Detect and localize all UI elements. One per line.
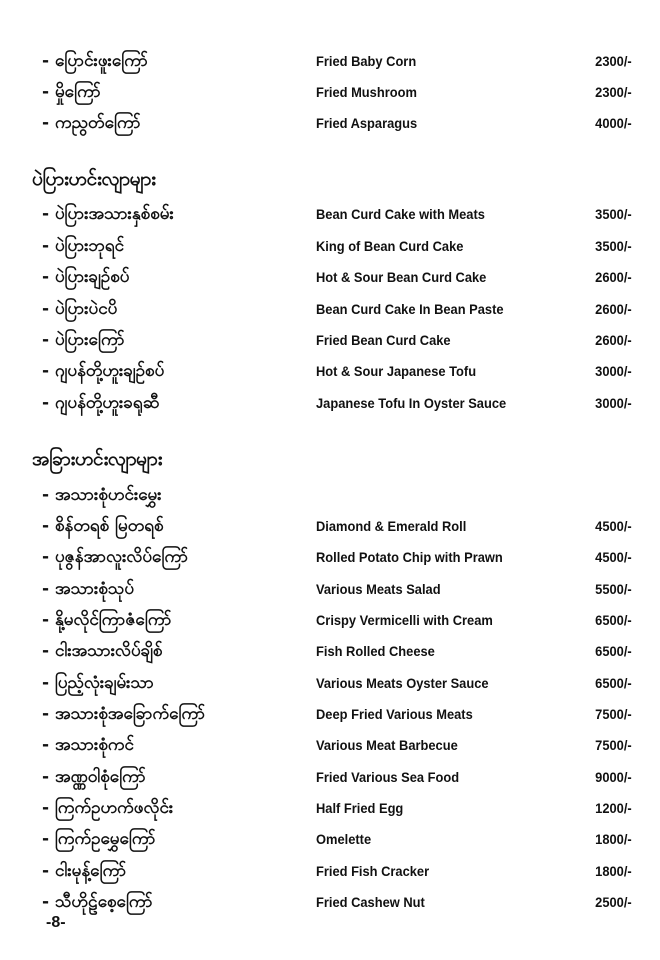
item-name-english: Crispy Vermicelli with Cream <box>316 612 493 628</box>
menu-item <box>0 637 660 665</box>
item-name-myanmar: - ငါးအသားလိပ်ချိစ် <box>42 641 163 661</box>
item-price: 4000/- <box>595 115 632 131</box>
item-name-myanmar: - ဂျပန်တို့ဟူးချဉ်စပ် <box>42 361 165 381</box>
item-name-myanmar: - ကညွတ်ကြော် <box>42 113 141 133</box>
item-price: 2300/- <box>595 53 632 69</box>
item-price: 1800/- <box>595 863 632 879</box>
menu-item <box>0 543 660 571</box>
item-price: 1200/- <box>595 800 632 816</box>
menu-item <box>0 389 660 417</box>
item-price: 4500/- <box>595 518 632 534</box>
item-price: 1800/- <box>595 831 632 847</box>
menu-item <box>0 606 660 634</box>
item-name-english: Fried Cashew Nut <box>316 894 425 910</box>
menu-item <box>0 857 660 885</box>
item-name-english: Bean Curd Cake In Bean Paste <box>316 301 504 317</box>
menu-item <box>0 825 660 853</box>
item-price: 2600/- <box>595 269 632 285</box>
item-name-myanmar: - ပဲပြားအသားနှစ်စမ်း <box>42 204 174 224</box>
menu-item <box>0 78 660 106</box>
item-price: 2600/- <box>595 332 632 348</box>
menu-item <box>0 109 660 137</box>
page-number: -8- <box>46 914 66 931</box>
menu-item <box>0 731 660 759</box>
item-name-english: Various Meats Salad <box>316 581 441 597</box>
item-name-english: Deep Fried Various Meats <box>316 706 473 722</box>
item-price: 2600/- <box>595 301 632 317</box>
item-name-english: Rolled Potato Chip with Prawn <box>316 549 503 565</box>
item-name-myanmar: - ပဲပြားကြော် <box>42 330 125 350</box>
menu-item <box>0 263 660 291</box>
item-name-english: Hot & Sour Japanese Tofu <box>316 363 477 379</box>
menu-item <box>0 232 660 260</box>
item-name-english: Half Fried Egg <box>316 800 404 816</box>
item-price: 7500/- <box>595 737 632 753</box>
menu-item <box>0 200 660 228</box>
item-name-english: Omelette <box>316 831 372 847</box>
menu-item <box>0 700 660 728</box>
item-name-myanmar: - မှိုကြော် <box>42 82 101 102</box>
item-name-myanmar: - အသားစုံအခြောက်ကြော် <box>42 704 206 724</box>
menu-item <box>0 512 660 540</box>
item-name-english: Hot & Sour Bean Curd Cake <box>316 269 487 285</box>
item-name-english: Diamond & Emerald Roll <box>316 518 467 534</box>
menu-item <box>0 763 660 791</box>
menu-item <box>0 295 660 323</box>
item-name-myanmar: - ပြည့်လုံးချမ်းသာ <box>42 673 154 693</box>
item-price: 6500/- <box>595 612 632 628</box>
item-name-english: Fried Fish Cracker <box>316 863 430 879</box>
item-name-myanmar: - အသားစုံသုပ် <box>42 579 135 599</box>
item-name-myanmar: - ပဲပြားချဉ်စပ် <box>42 267 130 287</box>
item-name-myanmar: - အသားစုံဟင်းမွှေး <box>42 485 162 505</box>
item-name-myanmar: - ပဲပြားပဲငပိ <box>42 299 118 319</box>
item-name-myanmar: - ပုဇွန်အာလူးလိပ်ကြော် <box>42 547 189 567</box>
menu-item <box>0 669 660 697</box>
section-heading-bean-curd: ပဲပြားဟင်းလျာများ <box>32 168 156 190</box>
section-heading-other-dishes: အခြားဟင်းလျာများ <box>32 448 163 470</box>
item-price: 7500/- <box>595 706 632 722</box>
menu-item <box>0 575 660 603</box>
item-price: 3500/- <box>595 206 632 222</box>
item-name-english: Japanese Tofu In Oyster Sauce <box>316 395 507 411</box>
item-name-myanmar: - ဂျပန်တို့ဟူးခရုဆီ <box>42 393 160 413</box>
item-name-myanmar: - ပဲပြားဘုရင် <box>42 236 125 256</box>
item-price: 3000/- <box>595 395 632 411</box>
item-name-english: King of Bean Curd Cake <box>316 238 464 254</box>
item-name-myanmar: - အသားစုံကင် <box>42 735 134 755</box>
item-price: 5500/- <box>595 581 632 597</box>
menu-item <box>0 794 660 822</box>
item-name-english: Fried Various Sea Food <box>316 769 460 785</box>
item-price: 4500/- <box>595 549 632 565</box>
item-name-myanmar: - နို့မလိုင်ကြာဇံကြော် <box>42 610 172 630</box>
item-name-myanmar: - အဏ္ဏဝါစုံကြော် <box>42 767 146 787</box>
item-name-myanmar: - ကြက်ဥမွှေကြော် <box>42 829 156 849</box>
item-name-myanmar: - သီဟိုဠ်စေ့ကြော် <box>42 892 153 912</box>
item-name-english: Bean Curd Cake with Meats <box>316 206 485 222</box>
item-price: 6500/- <box>595 643 632 659</box>
item-price: 3500/- <box>595 238 632 254</box>
menu-item <box>0 888 660 916</box>
menu-item <box>0 481 660 509</box>
item-price: 9000/- <box>595 769 632 785</box>
item-name-english: Fried Bean Curd Cake <box>316 332 451 348</box>
item-price: 6500/- <box>595 675 632 691</box>
item-name-english: Fried Mushroom <box>316 84 417 100</box>
menu-item <box>0 357 660 385</box>
item-name-english: Various Meats Oyster Sauce <box>316 675 489 691</box>
item-name-english: Fish Rolled Cheese <box>316 643 435 659</box>
item-price: 2500/- <box>595 894 632 910</box>
item-name-english: Fried Asparagus <box>316 115 418 131</box>
item-name-english: Fried Baby Corn <box>316 53 417 69</box>
item-name-myanmar: - ကြက်ဥဟက်ဖလိုင်း <box>42 798 174 818</box>
item-price: 3000/- <box>595 363 632 379</box>
item-name-myanmar: - စိန်တရစ် မြတရစ် <box>42 516 164 536</box>
menu-item <box>0 47 660 75</box>
menu-item <box>0 326 660 354</box>
item-name-english: Various Meat Barbecue <box>316 737 458 753</box>
item-price: 2300/- <box>595 84 632 100</box>
item-name-myanmar: - ငါးမုန့်ကြော် <box>42 861 127 881</box>
item-name-myanmar: - ပြောင်းဖူးကြော် <box>42 51 148 71</box>
